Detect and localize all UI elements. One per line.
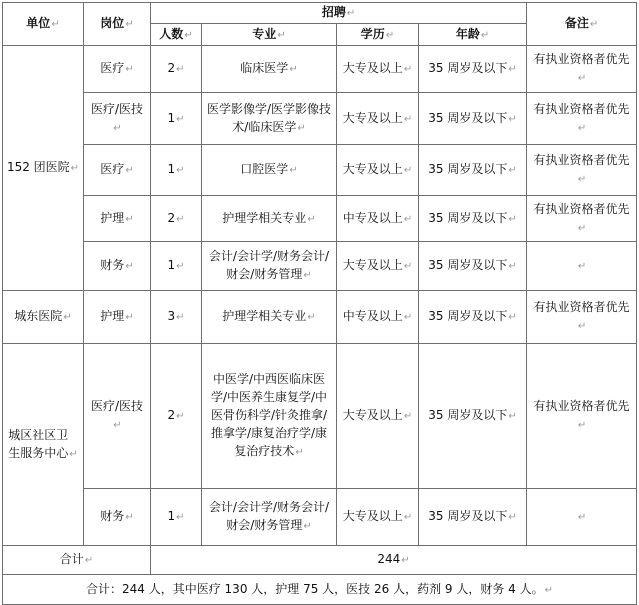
paragraph-mark: ↵ [125,165,134,176]
paragraph-mark: ↵ [577,122,587,134]
education-cell-text: 大专及以上 [342,61,403,75]
paragraph-mark: ↵ [577,512,587,523]
paragraph-mark: ↵ [508,411,517,422]
age-cell-text: 35 周岁及以下 [428,162,508,176]
header-education: 学历↵ [337,24,419,46]
age-cell-text: 35 周岁及以下 [428,408,508,422]
table-body [3,46,637,546]
unit-cell-text: 152 团医院 [6,160,70,174]
summary-text: 合计：244 人，其中医疗 130 人，护理 75 人，医技 26 人，药剂 9 人，财务 4 人。↵ [3,575,637,605]
education-cell-text: 大专及以上 [342,258,403,272]
note-cell [527,145,637,196]
note-cell [527,46,637,93]
paragraph-mark: ↵ [508,213,517,225]
education-cell-text: 中专及以上 [342,210,403,225]
paragraph-mark: ↵ [125,64,134,75]
age-cell [419,93,527,145]
summary-row [3,575,637,605]
count-cell-text: 2 [167,408,176,422]
paragraph-mark: ↵ [577,73,587,84]
count-cell-text: 1 [167,110,176,125]
major-cell [202,145,337,196]
major-cell [202,46,337,93]
paragraph-mark: ↵ [303,270,312,281]
post-cell-text: 财务 [100,509,125,523]
note-cell [527,93,637,145]
paragraph-mark: ↵ [577,420,587,431]
unit-cell [3,344,84,546]
major-cell-text: 临床医学 [240,61,289,75]
table-row [3,344,637,489]
count-cell [151,46,202,93]
count-cell [151,93,202,145]
paragraph-mark: ↵ [577,222,587,234]
paragraph-mark: ↵ [403,113,413,125]
paragraph-mark: ↵ [125,261,134,272]
age-cell-text: 35 周岁及以下 [428,210,508,225]
paragraph-mark: ↵ [508,312,517,323]
post-cell [84,46,151,93]
age-cell [419,344,527,489]
paragraph-mark: ↵ [307,213,316,225]
education-cell [337,93,419,145]
header-unit: 单位↵ [3,3,84,46]
paragraph-mark: ↵ [295,447,304,458]
paragraph-mark: ↵ [403,213,413,225]
paragraph-mark: ↵ [184,29,193,41]
note-cell [527,291,637,344]
major-cell-text: 会计/会计学/财务会计/财会/财务管理 [208,500,330,532]
paragraph-mark: ↵ [385,29,395,41]
major-cell-text: 护理学相关专业 [222,309,307,323]
post-cell-text: 医疗 [100,162,125,176]
education-cell-text: 大专及以上 [342,162,403,176]
note-cell [527,242,637,291]
paragraph-mark: ↵ [113,420,122,431]
paragraph-mark: ↵ [508,512,517,523]
paragraph-mark: ↵ [125,19,134,30]
post-cell [84,489,151,546]
paragraph-mark: ↵ [70,163,80,174]
age-cell [419,196,527,242]
major-cell [202,93,337,145]
total-row [3,546,637,575]
note-cell [527,489,637,546]
major-cell-text: 医学影像学/医学影像技术/临床医学 [206,101,332,134]
paragraph-mark: ↵ [176,312,185,323]
table-row [3,489,637,546]
header-note: 备注↵ [527,3,637,46]
paragraph-mark: ↵ [125,213,134,225]
total-label: 合计↵ [3,546,151,575]
table-row [3,145,637,196]
post-cell [84,145,151,196]
paragraph-mark: ↵ [51,19,60,30]
paragraph-mark: ↵ [125,312,134,323]
education-cell-text: 大专及以上 [342,408,403,422]
total-value: 244↵ [151,546,637,575]
note-cell-text: 有执业资格者优先 [533,153,630,167]
paragraph-mark: ↵ [401,555,410,566]
paragraph-mark: ↵ [289,64,298,75]
paragraph-mark: ↵ [403,64,413,75]
unit-cell [3,291,84,344]
education-cell [337,291,419,344]
paragraph-mark: ↵ [176,64,185,75]
paragraph-mark: ↵ [480,29,490,41]
note-cell-text: 有执业资格者优先 [533,399,630,413]
note-cell-text: 有执业资格者优先 [533,52,630,66]
age-cell [419,46,527,93]
education-cell [337,196,419,242]
count-cell-text: 3 [167,309,176,323]
paragraph-mark: ↵ [125,512,134,523]
post-cell-text: 医疗/医技 [90,399,144,413]
paragraph-mark: ↵ [403,165,413,176]
paragraph-mark: ↵ [307,312,316,323]
paragraph-mark: ↵ [544,584,553,596]
header-post: 岗位↵ [84,3,151,46]
age-cell-text: 35 周岁及以下 [428,309,508,323]
paragraph-mark: ↵ [69,448,78,460]
post-cell-text: 护理 [100,309,125,323]
age-cell [419,242,527,291]
post-cell-text: 护理 [100,210,125,225]
major-cell-text: 中医学/中西医临床医学/中医养生康复学/中医骨伤科学/针灸推拿/推拿学/康复治疗学/康复治疗技术 [210,372,328,458]
education-cell [337,145,419,196]
paragraph-mark: ↵ [577,261,587,272]
paragraph-mark: ↵ [113,122,122,134]
table-row [3,196,637,242]
post-cell [84,291,151,344]
major-cell-text: 会计/会计学/财务会计/财会/财务管理 [208,249,330,281]
major-cell [202,291,337,344]
header-recruit: 招聘↵ [151,3,527,24]
paragraph-mark: ↵ [303,521,312,532]
paragraph-mark: ↵ [403,261,413,272]
post-cell [84,196,151,242]
paragraph-mark: ↵ [176,261,185,272]
major-cell-text: 护理学相关专业 [222,210,307,225]
note-cell-text: 有执业资格者优先 [533,101,630,116]
age-cell-text: 35 周岁及以下 [428,258,508,272]
post-cell [84,93,151,145]
paragraph-mark: ↵ [346,8,356,19]
post-cell-text: 财务 [100,258,125,272]
paragraph-mark: ↵ [176,165,185,176]
paragraph-mark: ↵ [277,29,286,41]
count-cell [151,291,202,344]
unit-cell-text: 城区社区卫生服务中心 [8,427,69,460]
major-cell [202,489,337,546]
count-cell [151,196,202,242]
paragraph-mark: ↵ [508,113,517,125]
education-cell-text: 大专及以上 [342,110,403,125]
note-cell [527,344,637,489]
age-cell-text: 35 周岁及以下 [428,509,508,523]
major-cell [202,196,337,242]
education-cell-text: 大专及以上 [342,509,403,523]
count-cell [151,242,202,291]
paragraph-mark: ↵ [176,512,185,523]
paragraph-mark: ↵ [176,411,185,422]
note-cell [527,196,637,242]
paragraph-mark: ↵ [508,261,517,272]
paragraph-mark: ↵ [403,512,413,523]
age-cell-text: 35 周岁及以下 [428,61,508,75]
paragraph-mark: ↵ [297,122,306,134]
count-cell-text: 1 [167,258,176,272]
header-count: 人数↵ [151,24,202,46]
paragraph-mark: ↵ [403,312,413,323]
table-row [3,242,637,291]
paragraph-mark: ↵ [176,213,185,225]
paragraph-mark: ↵ [589,19,599,30]
count-cell-text: 1 [167,162,176,176]
age-cell [419,489,527,546]
header-age: 年龄↵ [419,24,527,46]
education-cell [337,242,419,291]
paragraph-mark: ↵ [508,64,517,75]
education-cell [337,344,419,489]
paragraph-mark: ↵ [577,174,587,185]
table-row [3,46,637,93]
recruitment-table [2,2,637,605]
count-cell [151,489,202,546]
major-cell [202,242,337,291]
major-cell-text: 口腔医学 [240,162,289,176]
note-cell-text: 有执业资格者优先 [533,300,630,314]
education-cell [337,46,419,93]
post-cell [84,242,151,291]
paragraph-mark: ↵ [176,113,185,125]
post-cell-text: 医疗 [100,61,125,75]
count-cell [151,344,202,489]
count-cell-text: 2 [167,61,176,75]
header-major: 专业↵ [202,24,337,46]
paragraph-mark: ↵ [63,312,72,323]
age-cell-text: 35 周岁及以下 [428,110,508,125]
paragraph-mark: ↵ [289,165,298,176]
paragraph-mark: ↵ [84,555,94,566]
paragraph-mark: ↵ [577,321,587,332]
major-cell [202,344,337,489]
education-cell [337,489,419,546]
count-cell-text: 1 [167,509,176,523]
count-cell [151,145,202,196]
count-cell-text: 2 [167,210,176,225]
age-cell [419,291,527,344]
post-cell [84,344,151,489]
post-cell-text: 医疗/医技 [90,101,144,116]
education-cell-text: 中专及以上 [342,309,403,323]
note-cell-text: 有执业资格者优先 [533,201,630,216]
unit-cell [3,46,84,291]
age-cell [419,145,527,196]
table-row [3,291,637,344]
table-row [3,93,637,145]
unit-cell-text: 城东医院 [14,309,63,323]
paragraph-mark: ↵ [403,411,413,422]
paragraph-mark: ↵ [508,165,517,176]
